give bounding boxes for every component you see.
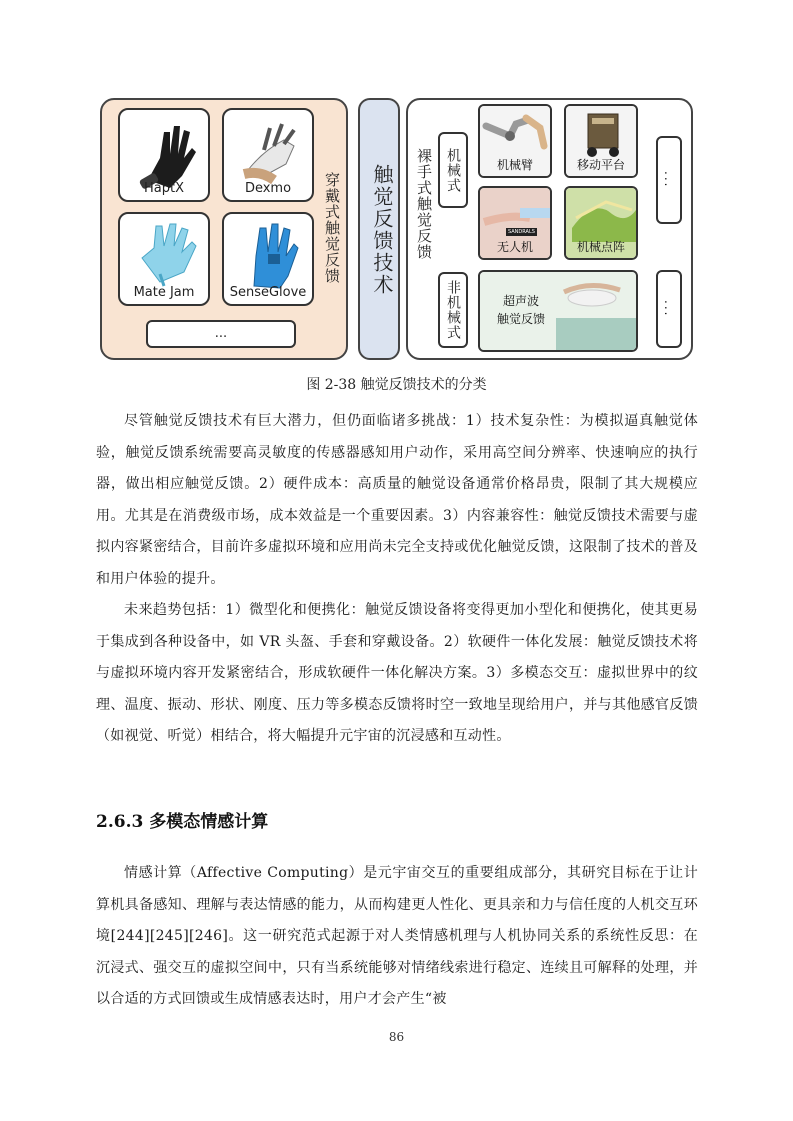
mechanical-box <box>438 132 468 208</box>
more-non-mechanical-box <box>656 270 682 348</box>
figure-caption: 图 2-38 触觉反馈技术的分类 <box>306 377 487 393</box>
barehand-label: 裸手式触觉反馈 <box>415 148 433 260</box>
item-label: 机械点阵 <box>576 240 625 254</box>
paragraph-affective-computing: 情感计算（Affective Computing）是元宇宙交互的重要组成部分，其研究目标在于让计算机具备感知、理解与表达情感的能力，从而构建更人性化、更具亲和力与信任度的人机交互环境[244][245][246]。这一研究范式起源于对人类情感机理与人机协同关系的系统性反思：在沉浸式、强交互的虚拟空间中，只有当系统能够对情绪线索进行稳定、连续且可解释的处理，并以合适的方式回馈或生成情感表达时，用户才会产生“被 <box>96 865 698 1007</box>
non-mechanical-label: 非机械式 <box>445 280 461 340</box>
robot-arm-photo <box>478 104 552 178</box>
card-label: HaptX <box>144 181 184 196</box>
paragraph-challenges: 尽管触觉反馈技术有巨大潜力，但仍面临诸多挑战：1）技术复杂性：为模拟逼真触觉体验，触觉反馈系统需要高灵敏度的传感器感知用户动作，采用高空间分辨率、快速响应的执行器，做出相应触觉反馈。2）硬件成本：高质量的触觉设备通常价格昂贵，限制了其大规模应用。尤其是在消费级市场，成本效益是一个重要因素。3）内容兼容性：触觉反馈技术需要与虚拟内容紧密结合，目前许多虚拟环境和应用尚未完全支持或优化触觉反馈，这限制了技术的普及和用户体验的提升。 <box>96 413 698 587</box>
mechanical-label: 机械式 <box>445 147 461 193</box>
wearable-haptics-panel <box>100 98 348 360</box>
wearable-label: 穿戴式触觉反馈 <box>323 172 341 284</box>
haptic-classification-figure <box>100 98 693 360</box>
mobile-platform-photo <box>564 104 638 178</box>
section-heading: 2.6.3 多模态情感计算 <box>96 812 269 832</box>
barehand-haptics-panel <box>406 98 693 360</box>
more-label: ... <box>214 326 228 341</box>
more-wearables-box <box>146 320 296 348</box>
item-label: 超声波 触觉反馈 <box>496 294 545 326</box>
drone-photo <box>478 186 552 260</box>
item-label: 无人机 <box>496 240 533 254</box>
item-label: 移动平台 <box>576 158 625 172</box>
page-number: 86 <box>388 1030 405 1044</box>
more-label: ... <box>662 300 676 318</box>
non-mechanical-box <box>438 272 468 348</box>
item-label: 机械臂 <box>496 158 533 172</box>
more-label: ... <box>662 171 676 189</box>
card-label: SenseGlove <box>229 285 307 300</box>
dexmo-card <box>222 108 314 202</box>
pin-array-photo <box>564 186 638 260</box>
haptx-card <box>118 108 210 202</box>
haptics-center-panel <box>358 98 400 360</box>
center-label: 触觉反馈技术 <box>370 164 394 296</box>
mate-jam-card <box>118 212 210 306</box>
card-label: Mate Jam <box>133 285 195 300</box>
photo-watermark: SANDRALS <box>508 229 535 235</box>
card-label: Dexmo <box>244 181 292 196</box>
more-mechanical-box <box>656 136 682 224</box>
senseglove-card <box>222 212 314 306</box>
ultrasound-photo <box>478 270 638 352</box>
paragraph-trends: 未来趋势包括：1）微型化和便携化：触觉反馈设备将变得更加小型化和便携化，使其更易于集成到各种设备中，如 VR 头盔、手套和穿戴设备。2）软硬件一体化发展：触觉反馈技术将与虚拟环境内容开发紧密结合，形成软硬件一体化解决方案。3）多模态交互：虚拟世界中的纹理、温度、振动、形状、刚度、压力等多模态反馈将时空一致地呈现给用户，并与其他感官反馈（如视觉、听觉）相结合，将大幅提升元宇宙的沉浸感和互动性。 <box>96 602 698 744</box>
